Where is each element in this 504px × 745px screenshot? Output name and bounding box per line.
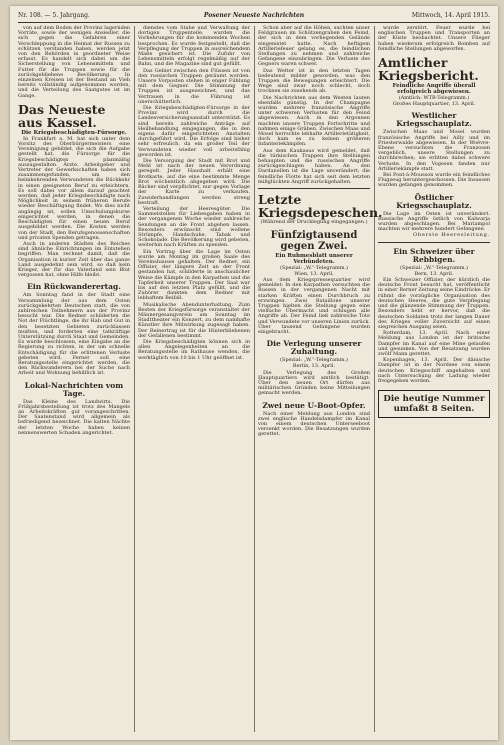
article-text: Aus dem Kriegspressequartier wird gemeldet: In den Karpathen versuchten die Russen in der vergangenen Nacht mit starken Kräften einen Durchbruch zu erzwingen. Zwei Bataillone unserer Truppen hielten die Stellung gegen eine vielfache Übermacht und schlugen alle Angriffe ab. Der Feind ließ zahlreiche Tote und Verwundete vor unseren Linien zurück. Über tausend Gefangene wurden eingebracht. bbox=[258, 277, 370, 336]
article-text: Schon aber auf die Höhen, suchten unser Feldgrauen im Schützengraben den Feind, der sich in dem vorliegenden Gelände eingenistet hatte. Nach heftigem Artilleriefeuer gelang es, die feindlichen Stellungen zu nehmen und zahlreiche Gefangene einzubringen. Die Verluste des Gegners waren schwer. bbox=[258, 25, 370, 68]
article-text: Das Gebiet zwischen den Flüssen ist von den russischen Truppen geräumt worden. Unsere Vorposten stehen in enger Fühlung mit dem Gegner. Die Stimmung der Truppen ist ausgezeichnet, und das Vertrauen in die Führung ist unerschütterlich. bbox=[138, 67, 250, 105]
divider bbox=[258, 188, 370, 189]
column-2 bbox=[138, 26, 250, 732]
page-header bbox=[18, 10, 490, 23]
article-text: Nach einer Meldung aus London sind zwei englische Handelsdampfer im Kanal von einem deutschen Unterseeboot versenkt worden. Die Besatzungen wurden gerettet. bbox=[258, 410, 370, 438]
signature: Oberste Heeresleitung. bbox=[413, 232, 490, 239]
column-4 bbox=[378, 26, 490, 732]
headline-lokal: Lokal-Nachrichten vom Tage. bbox=[24, 380, 124, 398]
article-text: Die Versorgung der Stadt mit Brot und Mehl ist nach der neuen Verordnung geregelt. Jeder Haushalt erhält eine Brotkarte, auf die eine bestimmte Menge Brot wöchentlich abgegeben wird. Die Bäcker sind verpflichtet, nur gegen Vorlage der Karte zu verkaufen. Zuwiderhandlungen werden streng bestraft. bbox=[138, 158, 250, 206]
article-text: Bei Pont-à-Mousson wurde ein feindliches Flugzeug heruntergeschossen. Die Insassen wurden gefangen genommen. bbox=[378, 172, 490, 189]
column-rule bbox=[374, 26, 375, 732]
newspaper-page bbox=[10, 6, 498, 740]
article-text: Rotterdam, 13. April. Nach einer Meldung aus London ist der britische Dampfer im Kanal auf eine Mine gelaufen und gesunken. Von der Besatzung wurden zwölf Mann gerettet. bbox=[378, 330, 490, 357]
headline-oestlich: Östlicher Kriegsschauplatz. bbox=[396, 192, 472, 210]
article-text: Verteilung der Heeresgüter. Die Sammelstellen für Liebesgaben haben in der vergangenen Woche wieder zahlreiche Sendungen an die Front abgehen lassen. Besonders erwünscht sind wollene Strümpfe, Handschuhe, Tabak und Schokolade. Die Bevölkerung wird gebeten, weiterhin nach Kräften zu spenden. bbox=[138, 205, 250, 249]
article-text: Kopenhagen, 13. April. Der dänische Dampfer ist in der Nordsee von einem deutschen Kriegsschiff angehalten und nach Untersuchung der Ladung wieder freigegeben worden. bbox=[378, 357, 490, 384]
column-1 bbox=[18, 26, 130, 732]
article-text: Die Kriegsbeschädigten-Fürsorge in der Provinz wird durch die Landesversicherungsanstalt unterstützt. Es sind bereits zahlreiche Anträge auf Heilbehandlung eingegangen, die in den eigens dafür eingerichteten Anstalten durchgeführt wird. Die Erfolge sind bisher sehr erfreulich, da ein großer Teil der Verwundeten wieder voll arbeitsfähig geworden ist. bbox=[138, 105, 250, 158]
headline-verlegung: Die Verlegung unserer Zuhaltung. bbox=[266, 339, 362, 357]
telegram-line: (Spezial: „W.“-Telegramm.) bbox=[279, 264, 348, 271]
column-3 bbox=[258, 25, 383, 732]
divider bbox=[378, 242, 490, 243]
subheadline: Feindliche Angriffe überall erfolgreich abgewiesen. bbox=[392, 83, 476, 96]
issue-date: Mittwoch, 14. April 1915. bbox=[411, 12, 490, 19]
subheadline: Die Kriegsbeschädigten-Fürsorge. bbox=[21, 129, 127, 136]
dateline: Großes Hauptquartier, 13. April. bbox=[392, 101, 476, 108]
headline-letzte-depeschen: Letzte Kriegsdepeschen. bbox=[258, 192, 383, 221]
headline-u-boot: Zwei neue U-Boot-Opfer. bbox=[262, 400, 366, 410]
article-text: Das Kleine des Landwirts. Die Frühjahrsbestellung ist trotz des Mangels an Arbeitskräften gut vorangeschritten. Der Saatenstand wird allgemein als befriedigend bezeichnet. Die kalten Nächte der letzten Woche haben keinen nennenswerten Schaden angerichtet. bbox=[18, 398, 130, 436]
column-rule bbox=[254, 26, 255, 732]
headline-fuenfzigtausend: Fünfzigtausend gegen Zwei. bbox=[270, 229, 358, 252]
dateline: Wien, 13. April. bbox=[294, 270, 334, 277]
masthead: Posener Neueste Nachrichten bbox=[203, 12, 305, 19]
article-text: In Frankfurt a. M. hat sich unter dem Vorsitz des Oberbürgermeisters eine Vereinigung gebildet, die sich die Aufgabe gestellt hat, die Fürsorge für die Kriegsbeschädigten planmäßig auszugestalten. Ärzte, Arbeitgeber und Vertreter der Gewerkschaften haben sich zusammengefunden, um den heimkehrenden Verwundeten die Rückkehr in einen geeigneten Beruf zu erleichtern. Es soll dabei vor allem darauf geachtet werden, daß jeder Kriegsbeschädigte nach Möglichkeit in seinem früheren Berufe wieder Beschäftigung findet. Wo dies nicht angängig ist, sollen Umschulungskurse eingerichtet werden, in denen die Beschädigten für einen neuen Beruf ausgebildet werden. Die Kosten werden von der Stadt, den Berufsgenossenschaften und privaten Spenden getragen. bbox=[18, 135, 130, 241]
article-text: Die Verlegung des Großen Hauptquartiers wird amtlich bestätigt. Über den neuen Ort dürfen aus militärischen Gründen keine Mitteilungen gemacht werden. bbox=[258, 369, 370, 397]
article-text: Die Nachrichten aus dem Westen lauten ebenfalls günstig. In der Champagne wurden mehrere französische Angriffe unter schweren Verlusten für den Feind abgewiesen. Auch in den Argonnen machten unsere Truppen Fortschritte und nahmen einige Gräben. Zwischen Maas und Mosel herrschte lebhafte Artillerietätigkeit, doch kam es zu keinen größeren Infanteriekämpfen. bbox=[258, 94, 370, 148]
article-text: Zwischen Maas und Mosel wurden französische Angriffe bei Ailly und im Priesterwalde abgewiesen. In der Woëvre-Ebene versuchten die Franzosen vergeblich, unsere Stellungen zu durchbrechen; sie erlitten dabei schwere Verluste. In den Vogesen fanden nur Artilleriekämpfe statt. bbox=[378, 129, 490, 172]
article-text: Die Kriegsbeschädigten können sich in allen Angelegenheiten an die Beratungsstelle im Rathause wenden, die werktäglich von 10 bis 1 Uhr geöffnet ist. bbox=[138, 338, 250, 361]
article-text: wurde zerstört. Feuer wurde bei englischen Truppen und Transporten an der Küste beobachtet. Unsere Flieger haben wiederum erfolgreich Bomben auf feindliche Stellungen abgeworfen. bbox=[378, 25, 490, 52]
headline-kriegsbericht: Amtlicher Kriegsbericht. bbox=[378, 55, 479, 84]
issue-number: Nr. 108. — 5. Jahrgang. bbox=[18, 12, 90, 19]
headline-rueckwanderertag: Ein Rückwanderertag. bbox=[27, 282, 121, 292]
telegram-line: (Amtlich: WTB-Telegramm.) bbox=[398, 95, 470, 102]
telegram-line: (Spezial: „W.“-Telegramm.) bbox=[399, 264, 468, 271]
subheadline: Ein Ruhmesblatt unserer Verbündeten. bbox=[275, 252, 353, 265]
article-text: Auch in anderen Städten des Reiches sind ähnliche Einrichtungen im Entstehen begriffen. Man rechnet damit, daß die Organisation in kurzer Zeit über das ganze Land ausgedehnt sein wird, so daß kein Krieger, der für das Vaterland sein Blut vergossen hat, ohne Hilfe bleibt. bbox=[18, 240, 130, 279]
headline-schweizer: Ein Schweizer über Rebbigen. bbox=[393, 246, 475, 264]
dateline: Bern, 13. April. bbox=[414, 270, 454, 277]
telegram-line: (Spezial: „W.“-Telegramm.) bbox=[279, 357, 348, 364]
column-rule bbox=[134, 26, 135, 732]
article-text: Ein Vortrag über die Lage im Osten wurde am Montag im großen Saale des Vereinshauses gehalten. Der Redner, ein Offizier, der längere Zeit an der Front gestanden hat, schilderte in anschaulicher Weise die Kämpfe in den Karpathen und die Tapferkeit unserer Truppen. Der Saal war bis auf den letzten Platz gefüllt, und die Zuhörer dankten dem Redner mit lebhaftem Beifall. bbox=[138, 248, 250, 302]
subheadline: (Während der Drucklegung eingegangen.) bbox=[260, 219, 368, 226]
article-text: dienstes vom Stabe und Verwaltung der dortigen Truppenteile, wurden die Vorkehrungen für die kommenden Wochen besprochen. Es wurde festgestellt, daß die Verpflegung der Truppen in ausreichendem Maße gesichert ist. Die Zufuhr von Lebensmitteln erfolgt regelmäßig auf der Bahn, und die Magazine sind gut gefüllt. bbox=[138, 25, 250, 68]
dateline: Berlin, 13. April. bbox=[292, 363, 336, 370]
article-text: Die Lage im Osten ist unverändert. Russische Angriffe östlich von Kalwarja wurden abgeschlagen. Bei Mariampol machten wir mehrere hundert Gefangene. bbox=[378, 210, 490, 233]
article-text: Am Sonntag fand in der Stadt eine Versammlung der aus dem Osten zurückgekehrten Deutschen statt, die von zahlreichen Teilnehmern aus der Provinz besucht war. Die Redner schilderten die Not der Flüchtlinge, die ihr Hab und Gut in den besetzten Gebieten zurücklassen mußten, und forderten eine tatkräftige Unterstützung durch Staat und Gemeinden. Es wurde beschlossen, eine Eingabe an die Regierung zu richten, in der um schnelle Entschädigung für die erlittenen Verluste gebeten wird. Ferner soll eine Beratungsstelle eingerichtet werden, die den Rückwanderern bei der Suche nach Arbeit und Wohnung behilflich ist. bbox=[18, 292, 130, 377]
article-text: von auf dem Boden der Provinz lagernden Vorräte, sowie der wenigen Ansiedler, die sich gegen die Gefahren einer Verschleppung in die Heimat der Russen zu schützen verstanden haben, werden jetzt von den Behörden in geordneter Weise erfasst. Es handelt sich dabei um die Sicherstellung von Lebensmitteln und Futter für die Truppen sowie für die zurückgebliebene Bevölkerung. In einzelnen Kreisen ist der Bestand an Vieh bereits vollständig aufgenommen worden, und die Verteilung des Saatgutes ist im Gange. bbox=[18, 25, 130, 99]
article-text: Das Wetter ist in den letzten Tagen bedeutend milder geworden, was den Truppen die Bewegungen erleichtert. Die Wege sind zwar noch schlecht, doch trocknen sie zusehends ab. bbox=[258, 67, 370, 95]
article-text: Musikalische Abendunterhaltung. Zum Besten der Kriegsfürsorge veranstaltet der Männergesangverein am Sonntag im Stadttheater ein Konzert, zu dem namhafte Künstler ihre Mitwirkung zugesagt haben. Der Reinertrag ist für die Hinterbliebenen der Gefallenen bestimmt. bbox=[138, 301, 250, 339]
article-text: Aus dem Kaukasus wird gemeldet, daß die türkischen Truppen ihre Stellungen behaupten und die russischen Angriffe zurückgeschlagen haben. An den Dardanellen ist die Lage unverändert; die feindliche Flotte hat sich seit dem letzten mißglückten Angriff zurückgehalten. bbox=[258, 147, 370, 185]
article-text: Ein Schweizer Offizier, der kürzlich die deutsche Front besucht hat, veröffentlicht in einer Berner Zeitung seine Eindrücke. Er rühmt die vorzügliche Organisation des deutschen Heeres, die gute Verpflegung und die glänzende Stimmung der Truppen. Besonders hebt er hervor, daß die deutschen Soldaten trotz der langen Dauer des Krieges voller Zuversicht auf einen siegreichen Ausgang seien. bbox=[378, 277, 490, 330]
headline-westlich: Westlicher Kriegsschauplatz. bbox=[396, 111, 472, 129]
page-count-box: Die heutige Nummer umfaßt 8 Seiten. bbox=[378, 390, 490, 418]
headline-kassel: Das Neueste aus Kassel. bbox=[18, 101, 106, 130]
